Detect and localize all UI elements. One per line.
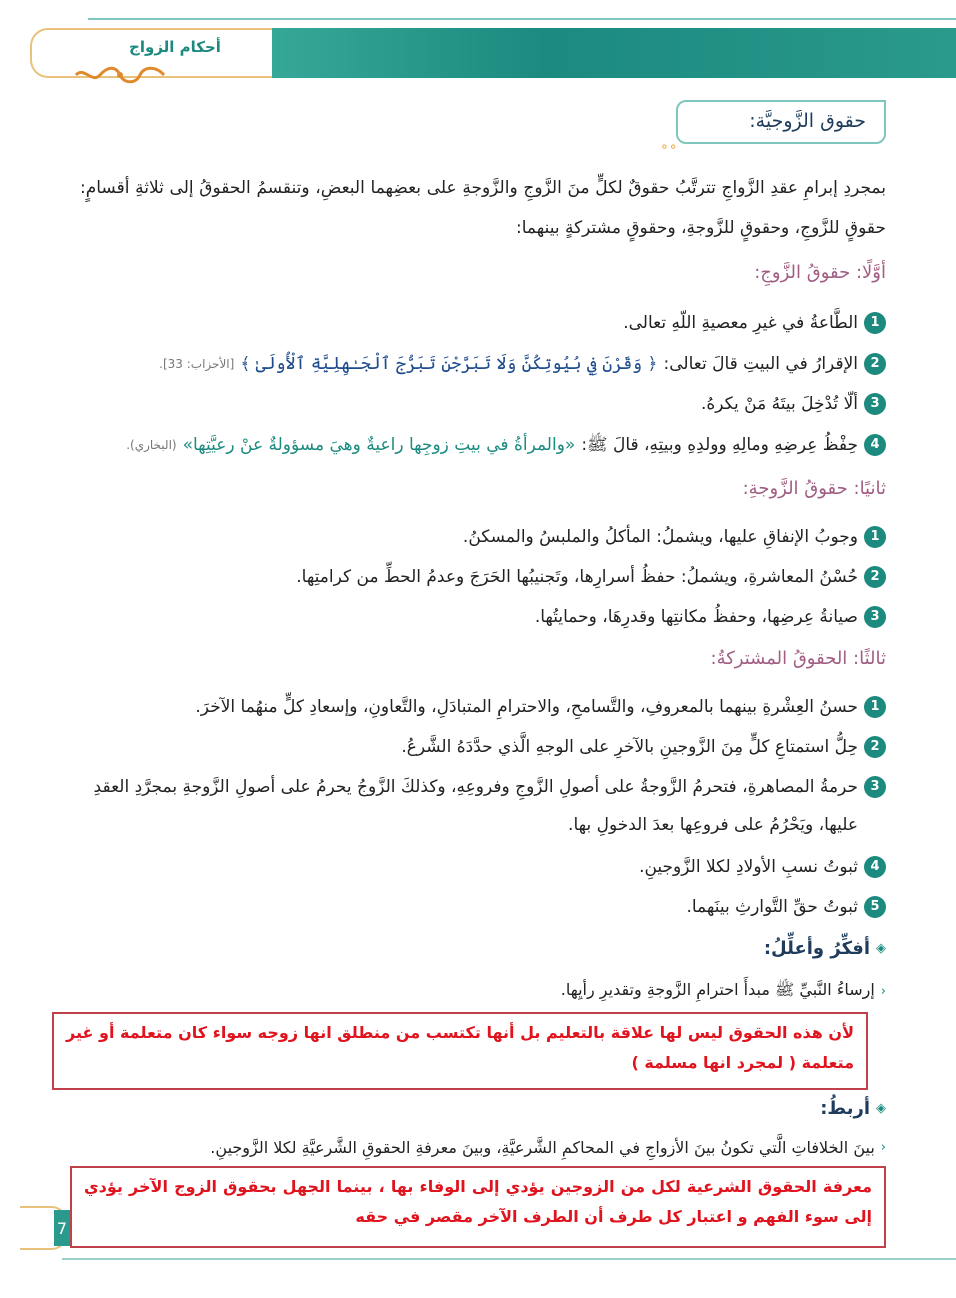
husband-rights-heading: أوَّلًا: حقوقُ الزَّوجِ: — [754, 262, 886, 283]
item-text: حرمةُ المصاهرةِ، فتحرمُ الزَّوجةُ على أصولِ الزَّوجِ وفروعِهِ، وكذلكَ الزَّوجُ يحرمُ على أصولِ الزَّوجةِ بمجرَّدِ العقدِ عليها، ويَحْرُمُ على فروعِها بعدَ الدخولِ بها. — [93, 777, 858, 835]
item-text: وجوبُ الإنفاقِ عليها، ويشملُ: المأكلُ والملبسُ والمسكنُ. — [462, 527, 858, 547]
think-question-text: إرساءُ النَّبيِّ ﷺ مبدأَ احترامِ الزَّوجةِ وتقديرِ رأيِها. — [560, 980, 875, 999]
number-badge: 2 — [864, 353, 886, 375]
diamond-icon: ◈ — [876, 941, 886, 956]
think-heading — [764, 938, 886, 959]
chevron-left-icon: ‹ — [880, 1140, 886, 1155]
link-question — [76, 1138, 886, 1157]
intro-paragraph: بمجردِ إبرامِ عقدِ الزَّواجِ تترتَّبُ حقوقٌ لكلٍّ منَ الزَّوجِ والزَّوجةِ على بعضِهما البعضِ، وتنقسمُ الحقوقُ إلى ثلاثةِ أقسامٍ: حقوقٍ للزَّوجِ، وحقوقٍ للزَّوجةِ، وحقوقٍ مشتركةٍ بينهما: — [80, 178, 886, 238]
item-text: ثبوتُ حقِّ التَّوارثِ بينَهما. — [686, 897, 858, 917]
unit-title: أحكام الزواج — [129, 38, 221, 56]
page-number: 7 — [54, 1210, 70, 1246]
number-badge: 2 — [864, 736, 886, 758]
list-item — [76, 426, 886, 464]
verse-reference: [الأحزاب: 33]. — [159, 357, 235, 371]
number-badge: 3 — [864, 606, 886, 628]
header-band — [270, 28, 956, 78]
ornament-icon — [72, 66, 168, 84]
diamond-icon: ◈ — [876, 1101, 886, 1116]
hadith-reference: (البخاري). — [126, 438, 177, 452]
list-item — [76, 768, 886, 844]
number-badge: 4 — [864, 434, 886, 456]
item-text: ثبوتُ نسبِ الأولادِ لكلا الزَّوجينِ. — [639, 857, 858, 877]
footer-line — [62, 1258, 956, 1260]
number-badge: 1 — [864, 526, 886, 548]
item-text: حِلُّ استمتاعِ كلٍّ مِنَ الزَّوجينِ بالآخرِ على الوجهِ الَّذي حدَّدَهُ الشَّرعُ. — [401, 737, 858, 757]
think-heading-text: أفكِّرُ وأعلِّلُ: — [763, 938, 870, 959]
list-item — [76, 598, 886, 636]
item-text: ألّا تُدْخِلَ بيتَهُ مَنْ يكرهُ. — [700, 394, 858, 414]
wife-rights-heading: ثانيًا: حقوقُ الزَّوجةِ: — [742, 478, 886, 499]
list-item — [76, 304, 886, 342]
number-badge: 1 — [864, 312, 886, 334]
hadith-text: «والمرأةُ في بيتِ زوجِها راعيةٌ وهيَ مسؤولةٌ عنْ رعيَّتِها» — [182, 435, 576, 455]
number-badge: 3 — [864, 776, 886, 798]
think-question — [76, 980, 886, 1003]
dots-icon: ∘∘ — [660, 139, 678, 155]
shared-rights-heading: ثالثًا: الحقوقُ المشتركةُ: — [710, 648, 886, 669]
list-item — [76, 345, 886, 383]
quran-verse: ﴿ وَقَرْنَ فِي بُيُوتِكُنَّ وَلَا تَبَرَّجْنَ تَبَرُّجَ ٱلْجَـٰهِلِيَّةِ ٱلْأُولَىٰ ﴾ — [240, 354, 658, 374]
number-badge: 1 — [864, 696, 886, 718]
item-text: حسنُ العِشْرةِ بينهما بالمعروفِ، والتَّسامحِ، والاحترامِ المتبادَلِ، والتَّعاونِ، وإسعادِ كلٍّ منهُما الآخرَ. — [195, 697, 858, 717]
number-badge: 2 — [864, 566, 886, 588]
item-text: الطَّاعةُ في غيرِ معصيةِ اللّهِ تعالى. — [623, 313, 858, 333]
chevron-left-icon: ‹ — [880, 984, 886, 999]
think-answer-box: لأن هذه الحقوق ليس لها علاقة بالتعليم بل أنها تكتسب من منطلق انها زوجه سواء كان متعلمة أو غير متعلمة ( لمجرد انها مسلمة ) — [52, 1012, 868, 1090]
link-question-text: بينَ الخلافاتِ الَّتي تكونُ بينَ الأزواجِ في المحاكمِ الشَّرعيَّةِ، وبينَ معرفةِ الحقوقِ الشَّرعيَّةِ لكلا الزَّوجينِ. — [210, 1138, 875, 1157]
section-title: حقوق الزَّوجيَّة: — [749, 110, 866, 132]
list-item — [76, 888, 886, 926]
item-text: صيانةُ عِرضِها، وحفظُ مكانتِها وقدرِهَا، وحمايتُها. — [534, 607, 858, 627]
header-top-line — [88, 18, 956, 20]
link-answer-box: معرفة الحقوق الشرعية لكل من الزوجين يؤدي إلى الوفاء بها ، بينما الجهل بحقوق الزوج الآخر يؤدي إلى سوء الفهم و اعتبار كل طرف أن الطرف الآخر مقصر في حقه — [70, 1166, 886, 1248]
list-item — [76, 558, 886, 596]
list-item — [76, 518, 886, 556]
link-heading-text: أربطُ: — [820, 1098, 870, 1119]
item-text: حُسْنُ المعاشرةِ، ويشملُ: حفظُ أسرارِها، وتَجنيبُها الحَرَجَ وعدمُ الحطِّ من كرامتِها. — [296, 567, 858, 587]
number-badge: 3 — [864, 393, 886, 415]
number-badge: 4 — [864, 856, 886, 878]
list-item — [76, 385, 886, 423]
list-item — [76, 728, 886, 766]
list-item — [76, 848, 886, 886]
link-heading — [820, 1098, 886, 1119]
list-item — [76, 688, 886, 726]
item-text: حِفْظُ عِرضِهِ ومالِهِ وولدِهِ وبيتِهِ، قالَ ﷺ: — [581, 435, 858, 455]
number-badge: 5 — [864, 896, 886, 918]
item-text: الإقرارُ في البيتِ قالَ تعالى: — [663, 354, 858, 374]
